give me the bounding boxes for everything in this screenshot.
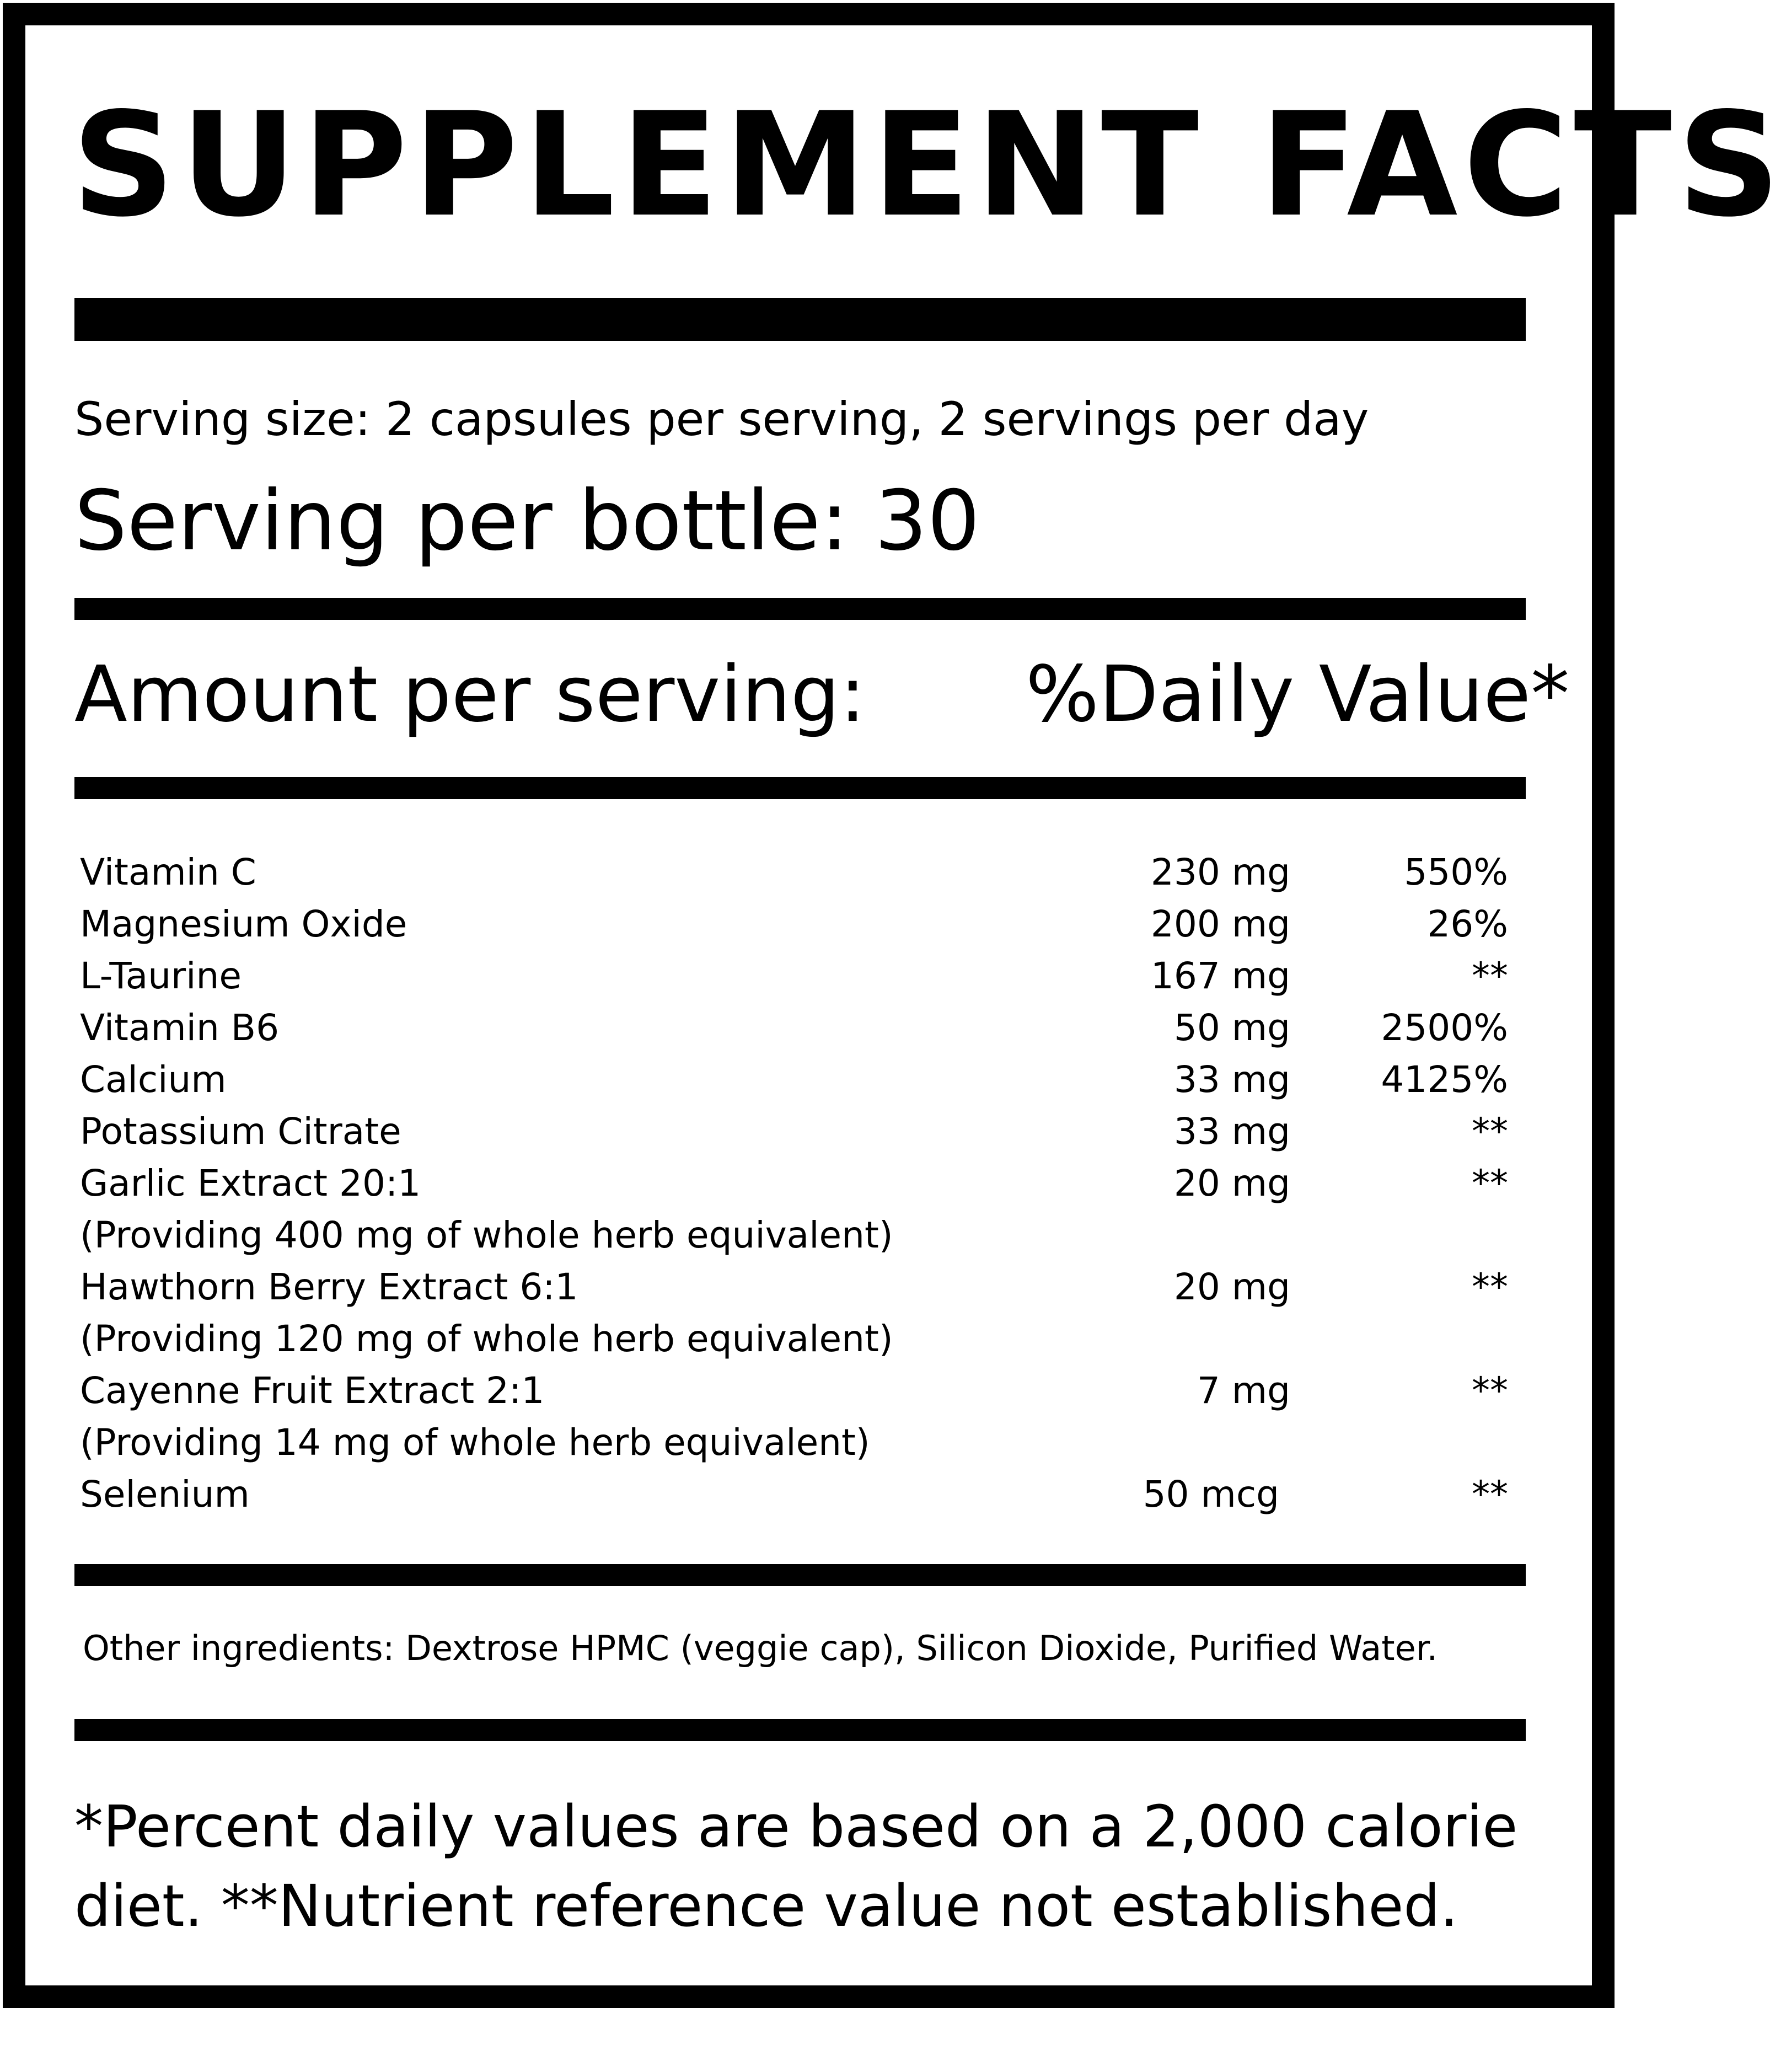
nutrient-name: Potassium Citrate [80, 1110, 401, 1153]
nutrient-name: Garlic Extract 20:1 [80, 1162, 421, 1204]
daily-value-header: %Daily Value* [1026, 650, 1570, 740]
nutrient-amount: 33 mg [1173, 1110, 1290, 1153]
nutrient-daily-value: 26% [1427, 903, 1508, 945]
nutrient-name: Vitamin C [80, 851, 256, 893]
nutrient-amount: 33 mg [1173, 1058, 1290, 1101]
nutrient-daily-value: ** [1472, 1369, 1508, 1412]
nutrient-daily-value: 550% [1404, 851, 1508, 893]
nutrient-note: (Providing 14 mg of whole herb equivalent) [80, 1421, 870, 1464]
nutrient-name: Vitamin B6 [80, 1006, 280, 1049]
divider-thick [74, 298, 1526, 341]
nutrient-daily-value: 2500% [1381, 1006, 1508, 1049]
nutrient-amount: 200 mg [1150, 903, 1290, 945]
divider [74, 598, 1526, 620]
nutrient-daily-value: 4125% [1381, 1058, 1508, 1101]
footnote: *Percent daily values are based on a 2,000 calorie diet. **Nutrient reference value not established. [74, 1793, 1518, 1940]
nutrient-amount: 50 mg [1173, 1006, 1290, 1049]
nutrient-row [80, 1106, 1514, 1158]
nutrient-row [80, 1054, 1514, 1106]
nutrient-daily-value: ** [1472, 1473, 1508, 1516]
nutrient-note: (Providing 400 mg of whole herb equivalent) [80, 1214, 893, 1256]
nutrient-name: Selenium [80, 1473, 250, 1516]
nutrient-name: Cayenne Fruit Extract 2:1 [80, 1369, 545, 1412]
nutrient-amount: 20 mg [1173, 1162, 1290, 1204]
nutrient-daily-value: ** [1472, 1110, 1508, 1153]
nutrient-row [80, 1469, 1514, 1520]
nutrient-name: Magnesium Oxide [80, 903, 407, 945]
nutrient-row [80, 1002, 1514, 1054]
divider [74, 777, 1526, 799]
nutrient-daily-value: ** [1472, 1266, 1508, 1308]
amount-per-serving-header: Amount per serving: [74, 650, 866, 740]
nutrient-amount: 167 mg [1150, 955, 1290, 997]
nutrient-row [80, 898, 1514, 950]
nutrient-name: Calcium [80, 1058, 227, 1101]
nutrient-amount: 50 mcg [1143, 1473, 1279, 1516]
serving-size: Serving size: 2 capsules per serving, 2 servings per day [74, 392, 1369, 446]
nutrient-row [80, 950, 1514, 1002]
nutrient-name: L-Taurine [80, 955, 242, 997]
nutrient-amount: 230 mg [1150, 851, 1290, 893]
other-ingredients: Other ingredients: Dextrose HPMC (veggie cap), Silicon Dioxide, Purified Water. [83, 1628, 1438, 1668]
nutrient-daily-value: ** [1472, 955, 1508, 997]
nutrient-row [80, 1365, 1514, 1417]
nutrient-daily-value: ** [1472, 1162, 1508, 1204]
nutrient-name: Hawthorn Berry Extract 6:1 [80, 1266, 578, 1308]
nutrient-amount: 20 mg [1173, 1266, 1290, 1308]
servings-per-bottle: Serving per bottle: 30 [74, 473, 980, 569]
divider [74, 1719, 1526, 1741]
divider [74, 1564, 1526, 1586]
nutrient-row [80, 847, 1514, 898]
nutrient-note: (Providing 120 mg of whole herb equivalent) [80, 1318, 893, 1360]
nutrient-row [80, 1158, 1514, 1209]
nutrient-amount: 7 mg [1197, 1369, 1290, 1412]
nutrient-row [80, 1261, 1514, 1313]
nutrient-table [80, 847, 1514, 1520]
label-title: SUPPLEMENT FACTS [72, 82, 1786, 249]
